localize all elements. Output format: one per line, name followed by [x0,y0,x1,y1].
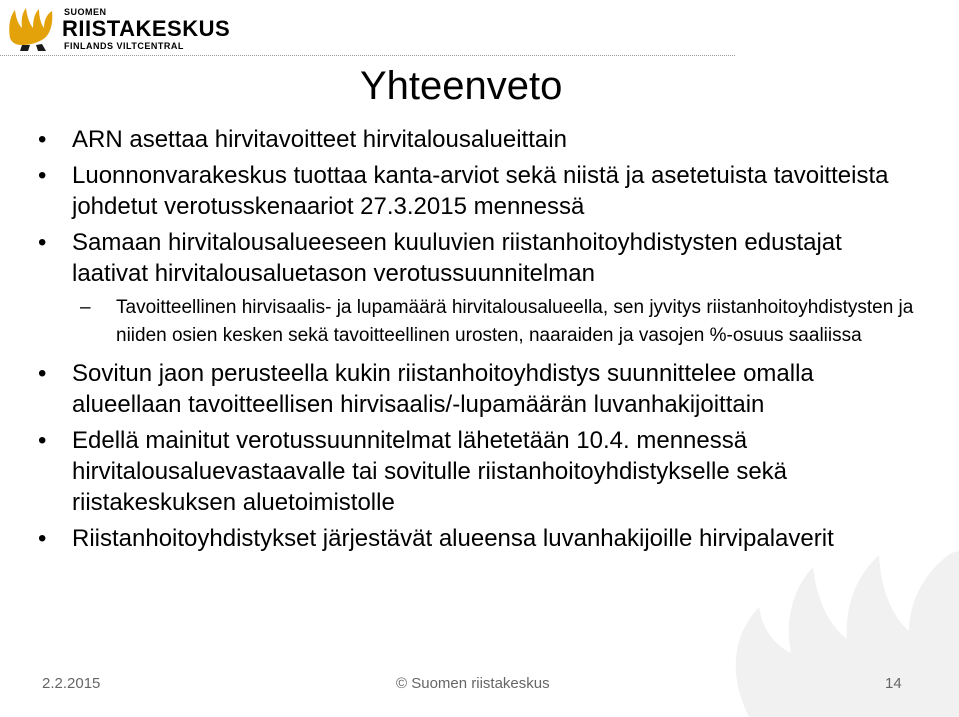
bullet-dot-icon: • [38,229,47,256]
bullet-text: Luonnonvarakeskus tuottaa kanta-arviot sekä niistä ja asetetuista tavoitteista johdetut verotusskenaariot 27.3.2015 mennessä [72,162,889,220]
bullet-text: ARN asettaa hirvitavoitteet hirvitalousalueittain [72,126,567,153]
header-divider [0,55,735,56]
logo-text-main: RIISTAKESKUS [62,16,231,41]
bullet-dash-icon: – [80,297,91,318]
bullet-text: Samaan hirvitalousalueeseen kuuluvien riistanhoitoyhdistysten edustajat laativat hirvitalousaluetason verotussuunnitelman [72,229,842,287]
bullet-dot-icon: • [38,360,47,387]
page-number: 14 [885,675,902,692]
antler-logo-icon [6,4,60,52]
bullet-text: Sovitun jaon perusteella kukin riistanhoitoyhdistys suunnittelee omalla alueellaan tavoitteellisen hirvisaalis/-lupamäärän luvanhakijoittain [72,360,814,418]
bullet-dot-icon: • [38,427,47,454]
bullet-item [36,160,921,222]
bullet-item [36,358,921,420]
bullet-item [36,227,921,289]
sub-bullet-text: Tavoitteellinen hirvisaalis- ja lupamäärä hirvitalousalueella, sen jyvitys riistanhoitoyhdistysten ja niiden osien kesken sekä tavoitteellinen urosten, naaraiden ja vasojen %-osuus saaliissa [116,297,914,346]
logo-text-small: SUOMEN [64,7,107,17]
bullet-text: Edellä mainitut verotussuunnitelmat lähetetään 10.4. mennessä hirvitalousaluevastaavalle tai sovitulle riistanhoitoyhdistykselle sekä riistakeskuksen aluetoimistolle [72,427,788,516]
slide-title: Yhteenveto [360,64,563,108]
bullet-list [36,124,921,559]
footer-date: 2.2.2015 [42,675,101,692]
logo-text-sub: FINLANDS VILTCENTRAL [64,41,184,51]
brand-logo [6,4,246,54]
bullet-item [36,124,921,155]
bullet-text: Riistanhoitoyhdistykset järjestävät alueensa luvanhakijoille hirvipalaverit [72,525,834,552]
bullet-dot-icon: • [38,126,47,153]
bullet-dot-icon: • [38,525,47,552]
bullet-dot-icon: • [38,162,47,189]
bullet-item [36,425,921,518]
footer-copyright: © Suomen riistakeskus [396,675,550,692]
bullet-item [36,523,921,554]
sub-bullet-item [36,294,921,350]
